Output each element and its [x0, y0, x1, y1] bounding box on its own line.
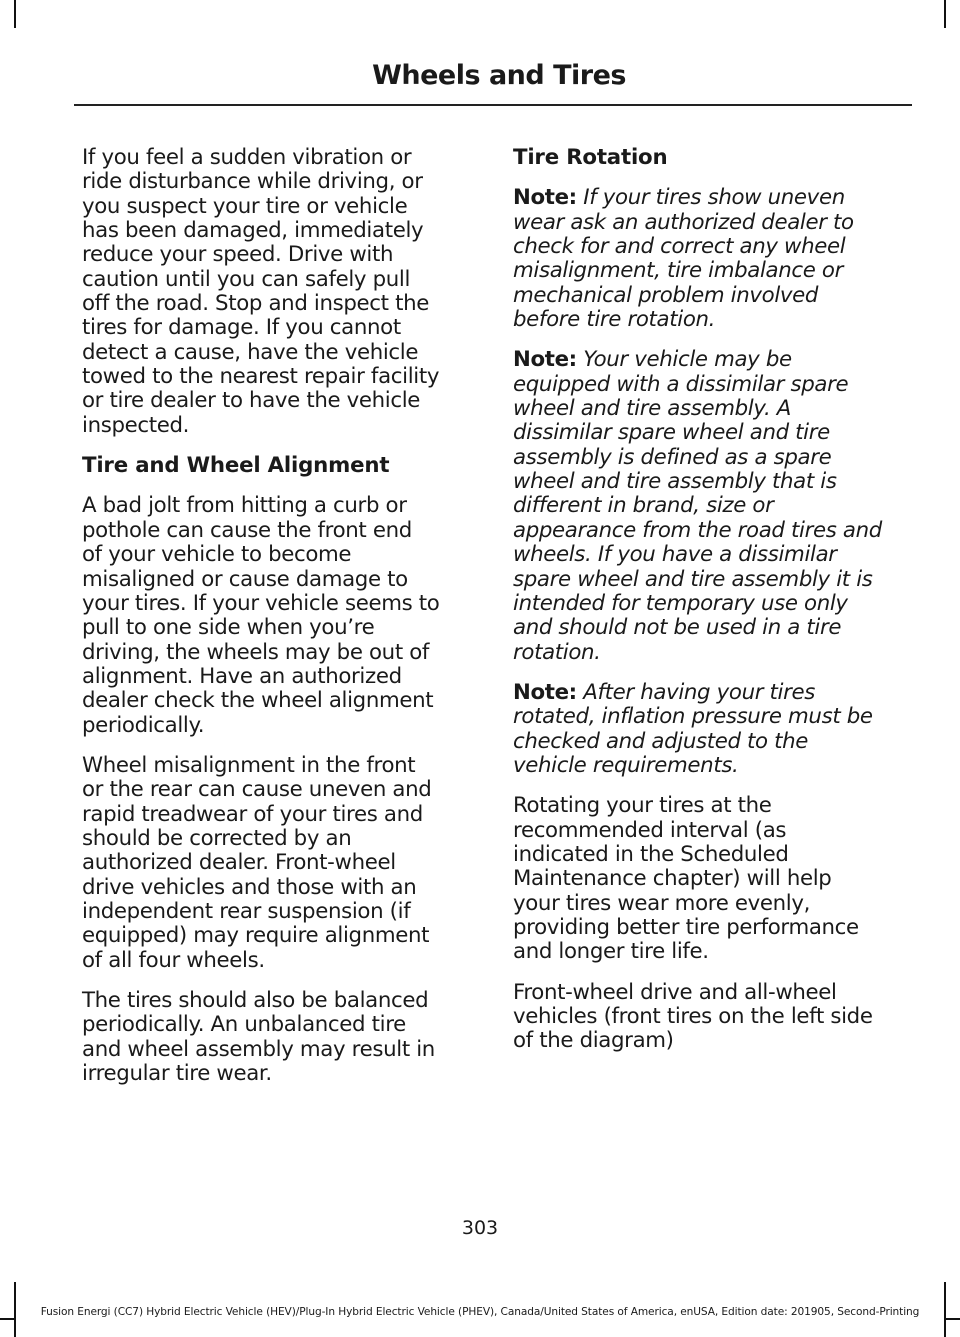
vibration-paragraph: If you feel a sudden vibration or ride disturbance while driving, or you suspect your tire or vehicle has been damaged, immediately reduce your speed. Drive with caution until you can safely pull off the road. Stop and inspect the tires for damage. If you cannot detect a cause, have the vehicle towed to the nearest repair facility or tire dealer to have the vehicle inspected.: [82, 145, 440, 438]
crop-mark-bottom-right-horizontal: [944, 1318, 960, 1320]
jolt-paragraph: A bad jolt from hitting a curb or pothole can cause the front end of your vehicle to become misaligned or cause damage to your tires. If your vehicle seems to pull to one side when you’re driving, the wheels may be out of alignment. Have an authorized dealer check the wheel alignment periodically.: [82, 493, 440, 738]
footer-edition-info: Fusion Energi (CC7) Hybrid Electric Vehicle (HEV)/Plug-In Hybrid Electric Vehicle (PHEV), Canada/United States of America, enUSA, Edition date: 201905, Second-Printing: [40, 1306, 920, 1318]
crop-mark-top-right-vertical: [944, 0, 946, 28]
note-label: Note:: [513, 679, 577, 705]
page-number: 303: [461, 1217, 499, 1239]
alignment-heading: Tire and Wheel Alignment: [82, 453, 390, 479]
crop-mark-bottom-left-horizontal: [0, 1318, 16, 1320]
misalignment-paragraph: Wheel misalignment in the front or the rear can cause uneven and rapid treadwear of your tires and should be corrected by an authorized dealer. Front-wheel drive vehicles and those with an independent rear suspension (if equipped) may require alignment of all four wheels.: [82, 752, 432, 973]
crop-mark-top-left-vertical: [14, 0, 16, 28]
balance-paragraph: The tires should also be balanced periodically. An unbalanced tire and wheel assembly may result in irregular tire wear.: [82, 988, 435, 1087]
rotation-heading: Tire Rotation: [513, 145, 668, 170]
header-divider: [74, 104, 912, 106]
note-dissimilar-spare: Note: Your vehicle may be equipped with a dissimilar spare wheel and tire assembly. A dissimilar spare wheel and tire assembly is defined as a spare wheel and tire assembly that is different in brand, size or appearance from the road tires and wheels. If you have a dissimilar spare wheel and tire assembly it is intended for temporary use only and should not be used in a tire rotation.: [513, 347, 882, 665]
note-inflation-pressure: Note: After having your tires rotated, inflation pressure must be checked and adjusted to the vehicle requirements.: [513, 679, 873, 778]
note-label: Note:: [513, 347, 577, 373]
note-uneven-wear: Note: If your tires show uneven wear ask an authorized dealer to check for and correct any wheel misalignment, tire imbalance or mechanical problem involved before tire rotation.: [513, 185, 854, 333]
note-label: Note:: [513, 185, 577, 211]
page-title: Wheels and Tires: [372, 60, 626, 91]
left-column: [82, 146, 480, 1102]
rotating-interval-paragraph: Rotating your tires at the recommended interval (as indicated in the Scheduled Maintenance chapter) will help your tires wear more evenly, providing better tire performance and longer tire life.: [513, 793, 859, 965]
front-wheel-drive-caption: Front-wheel drive and all-wheel vehicles (front tires on the left side of the diagram): [513, 979, 873, 1054]
right-column: [513, 146, 911, 1070]
